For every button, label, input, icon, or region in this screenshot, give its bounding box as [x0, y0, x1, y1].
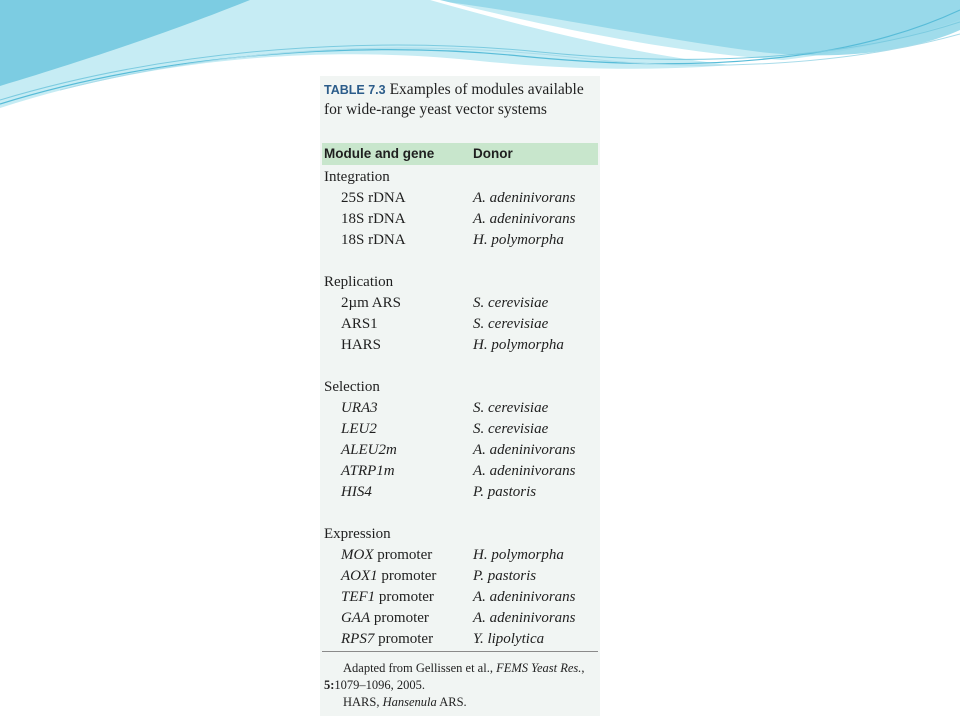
- gene-name: TEF1: [341, 589, 376, 605]
- gene-suffix: promoter: [375, 589, 434, 605]
- gene-name: URA3: [341, 400, 378, 416]
- module-cell: [341, 419, 377, 440]
- donor-cell: S. cerevisiae: [473, 316, 549, 332]
- table-row: [320, 335, 600, 356]
- footnote-journal: FEMS Yeast Res.: [496, 661, 582, 675]
- table-body: [320, 167, 600, 650]
- table-row: [320, 440, 600, 461]
- section-row: [320, 272, 600, 293]
- footnote-abbrev-rest: ARS.: [436, 695, 467, 709]
- table-figure: [320, 76, 600, 716]
- footnote-abbreviation: [324, 694, 598, 711]
- module-cell: [341, 209, 406, 230]
- footnote-volume-sep: ,: [581, 661, 585, 675]
- table-caption: [324, 80, 596, 120]
- donor-cell: A. adeninivorans: [473, 463, 576, 479]
- gene-suffix: promoter: [374, 631, 434, 647]
- table-row: [320, 587, 600, 608]
- gene-name: 18S rDNA: [341, 211, 406, 227]
- donor-cell: Y. lipolytica: [473, 631, 545, 647]
- table-row: [320, 419, 600, 440]
- module-cell: [341, 566, 436, 587]
- table-row: [320, 608, 600, 629]
- footnote-source: [324, 660, 598, 694]
- section-heading: Replication: [324, 274, 394, 290]
- gene-name: GAA: [341, 610, 371, 626]
- module-cell: [341, 314, 378, 335]
- module-cell: [341, 608, 429, 629]
- footnote-volume: 5:: [324, 678, 335, 692]
- section-heading: Expression: [324, 526, 391, 542]
- table-row: [320, 209, 600, 230]
- donor-cell: P. pastoris: [473, 568, 537, 584]
- footnote-abbrev-term: HARS,: [343, 695, 383, 709]
- section-heading: Integration: [324, 169, 390, 185]
- gene-name: AOX1: [341, 568, 378, 584]
- gene-suffix: promoter: [370, 610, 429, 626]
- gene-name: ATRP1m: [341, 463, 395, 479]
- donor-cell: S. cerevisiae: [473, 400, 549, 416]
- section-row: [320, 377, 600, 398]
- table-header: [322, 143, 598, 165]
- module-cell: [341, 230, 406, 251]
- donor-cell: A. adeninivorans: [473, 442, 576, 458]
- table-row: [320, 629, 600, 650]
- module-cell: [341, 440, 397, 461]
- table-row: [320, 398, 600, 419]
- gene-name: MOX: [341, 547, 374, 563]
- gene-name: 25S rDNA: [341, 190, 406, 206]
- table-title: Examples of modules available for wide-range yeast vector systems: [324, 81, 584, 118]
- donor-cell: A. adeninivorans: [473, 610, 576, 626]
- donor-cell: S. cerevisiae: [473, 295, 549, 311]
- donor-cell: S. cerevisiae: [473, 421, 549, 437]
- footnote-source-lead: Adapted from Gellissen et al.,: [343, 661, 497, 675]
- section-row: [320, 524, 600, 545]
- module-cell: [341, 587, 434, 608]
- table-row: [320, 314, 600, 335]
- table-row: [320, 482, 600, 503]
- table-row: [320, 545, 600, 566]
- module-cell: [341, 398, 378, 419]
- module-cell: [341, 545, 432, 566]
- table-row: [320, 188, 600, 209]
- module-cell: [341, 461, 395, 482]
- gene-name: HARS: [341, 337, 382, 353]
- section-row: [320, 167, 600, 188]
- module-cell: [341, 188, 406, 209]
- footnote-pages: 1079–1096, 2005.: [334, 678, 426, 692]
- gene-name: 2µm ARS: [341, 295, 401, 311]
- module-cell: [341, 335, 381, 356]
- table-label: TABLE 7.3: [324, 83, 386, 97]
- donor-cell: H. polymorpha: [473, 232, 564, 248]
- donor-cell: H. polymorpha: [473, 337, 564, 353]
- module-cell: [341, 293, 401, 314]
- gene-suffix: promoter: [377, 568, 437, 584]
- column-header-donor: Donor: [473, 146, 513, 161]
- footnote-abbrev-species: Hansenula: [382, 695, 437, 709]
- gene-name: LEU2: [341, 421, 377, 437]
- gene-name: ALEU2m: [341, 442, 397, 458]
- module-cell: [341, 629, 433, 650]
- gene-name: 18S rDNA: [341, 232, 406, 248]
- gene-name: HIS4: [341, 484, 372, 500]
- column-header-module: Module and gene: [324, 146, 435, 161]
- gene-name: RPS7: [341, 631, 375, 647]
- gene-suffix: promoter: [373, 547, 433, 563]
- table-footnotes: [324, 660, 598, 711]
- donor-cell: A. adeninivorans: [473, 211, 576, 227]
- table-row: [320, 461, 600, 482]
- donor-cell: A. adeninivorans: [473, 190, 576, 206]
- donor-cell: H. polymorpha: [473, 547, 564, 563]
- table-bottom-rule: [322, 651, 598, 652]
- donor-cell: P. pastoris: [473, 484, 537, 500]
- table-row: [320, 230, 600, 251]
- table-row: [320, 293, 600, 314]
- table-row: [320, 566, 600, 587]
- section-heading: Selection: [324, 379, 380, 395]
- gene-name: ARS1: [341, 316, 378, 332]
- donor-cell: A. adeninivorans: [473, 589, 576, 605]
- module-cell: [341, 482, 372, 503]
